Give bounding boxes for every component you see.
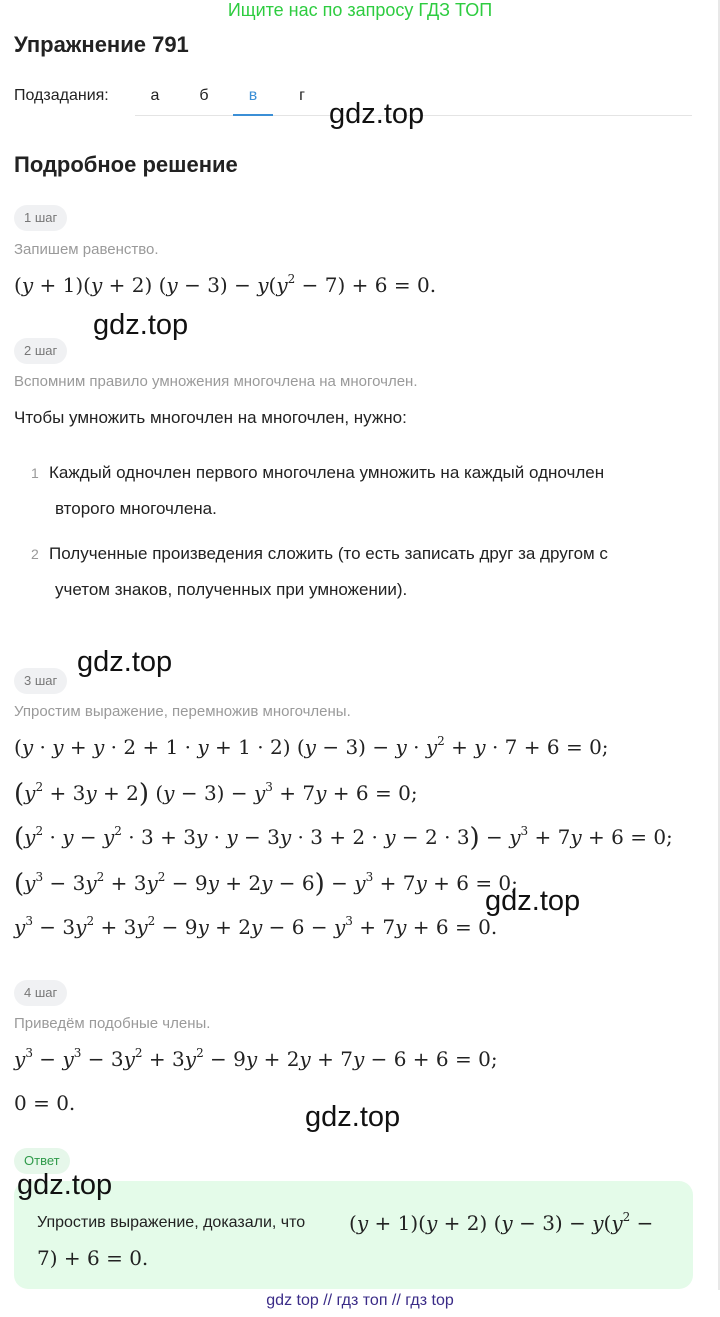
tab-b[interactable]: б xyxy=(199,87,209,104)
exercise-title: Упражнение 791 xyxy=(14,32,189,57)
search-banner[interactable]: Ищите нас по запросу ГДЗ ТОП xyxy=(227,0,493,20)
tab-g[interactable]: г xyxy=(299,87,305,104)
answer-badge: Ответ xyxy=(14,1148,70,1174)
rule-intro: Чтобы умножить многочлен на многочлен, нужно: xyxy=(14,408,407,427)
equation-line: (y · y + y · 2 + 1 · y + 1 · 2) $(y - 3) - y \cdot y^2 + y \cdot 7 + 6 = 0$; xyxy=(14,734,609,759)
watermark: gdz.top xyxy=(485,885,581,917)
answer-box xyxy=(14,1181,693,1289)
answer-text: Упростив выражение, доказали, что xyxy=(37,1214,306,1231)
step-hint: Приведём подобные члены. xyxy=(14,1015,211,1032)
step-badge: 1 шаг xyxy=(14,205,67,231)
list-number: 1 xyxy=(31,465,39,481)
list-item-line: второго многочлена. xyxy=(55,499,217,518)
watermark: gdz.top xyxy=(93,309,189,341)
step-hint: Вспомним правило умножения многочлена на многочлен. xyxy=(14,373,418,390)
watermark: gdz.top xyxy=(305,1101,401,1133)
equation-line: 0 = 0. xyxy=(14,1091,76,1115)
equation-line: (y + 1)(y + 2) $(y - 3) - y(y^2 - 7) + 6 = 0$. xyxy=(14,272,437,297)
section-title: Подробное решение xyxy=(14,152,238,177)
step-badge: 4 шаг xyxy=(14,980,67,1006)
watermark: gdz.top xyxy=(17,1169,113,1201)
step-hint: Упростим выражение, перемножив многочлены. xyxy=(14,703,351,720)
watermark: gdz.top xyxy=(329,98,425,130)
equation-line: $(y^2 \cdot y - y^2 \cdot 3 + 3y \cdot y - 3y \cdot 3 + 2 \cdot y - 2 \cdot 3) - y^3 + 7y + 6 = 0$; xyxy=(14,823,673,853)
step-badge: 2 шаг xyxy=(14,338,67,364)
list-item-line: Каждый одночлен первого многочлена умножить на каждый одночлен xyxy=(49,463,605,482)
tab-a[interactable]: а xyxy=(150,87,160,104)
equation-line: $(y^2 + 3y + 2) (y - 3) - y^3 + 7y + 6 = 0$; xyxy=(14,779,418,809)
step-hint: Запишем равенство. xyxy=(14,241,159,258)
active-tab-indicator xyxy=(233,114,273,116)
list-item-line: учетом знаков, полученных при умножении). xyxy=(55,580,408,599)
list-item-line: Полученные произведения сложить (то есть записать друг за другом с xyxy=(49,544,608,563)
subtasks-label: Подзадания: xyxy=(14,87,109,104)
tab-v[interactable]: в xyxy=(248,87,258,104)
equation-line: $y^3 - 3y^2 + 3y^2 - 9y + 2y - 6 - y^3 + 7y + 6 = 0$. xyxy=(14,914,498,939)
answer-equation: (y + 1)(y + 2) $(y - 3) - y(y^2$ − xyxy=(349,1210,654,1235)
footer-links[interactable]: gdz top // гдз топ // гдз top xyxy=(266,1292,454,1309)
answer-equation-continued: 7) + 6 = 0. xyxy=(37,1246,149,1270)
equation-line: $(y^3 - 3y^2 + 3y^2 - 9y + 2y - 6) - y^3 + 7y + 6 = 0$; xyxy=(14,869,518,899)
watermark: gdz.top xyxy=(77,646,173,678)
list-number: 2 xyxy=(31,546,39,562)
equation-line: $y^3 - y^3 - 3y^2 + 3y^2 - 9y + 2y + 7y - 6 + 6 = 0$; xyxy=(14,1046,498,1071)
step-badge: 3 шаг xyxy=(14,668,67,694)
